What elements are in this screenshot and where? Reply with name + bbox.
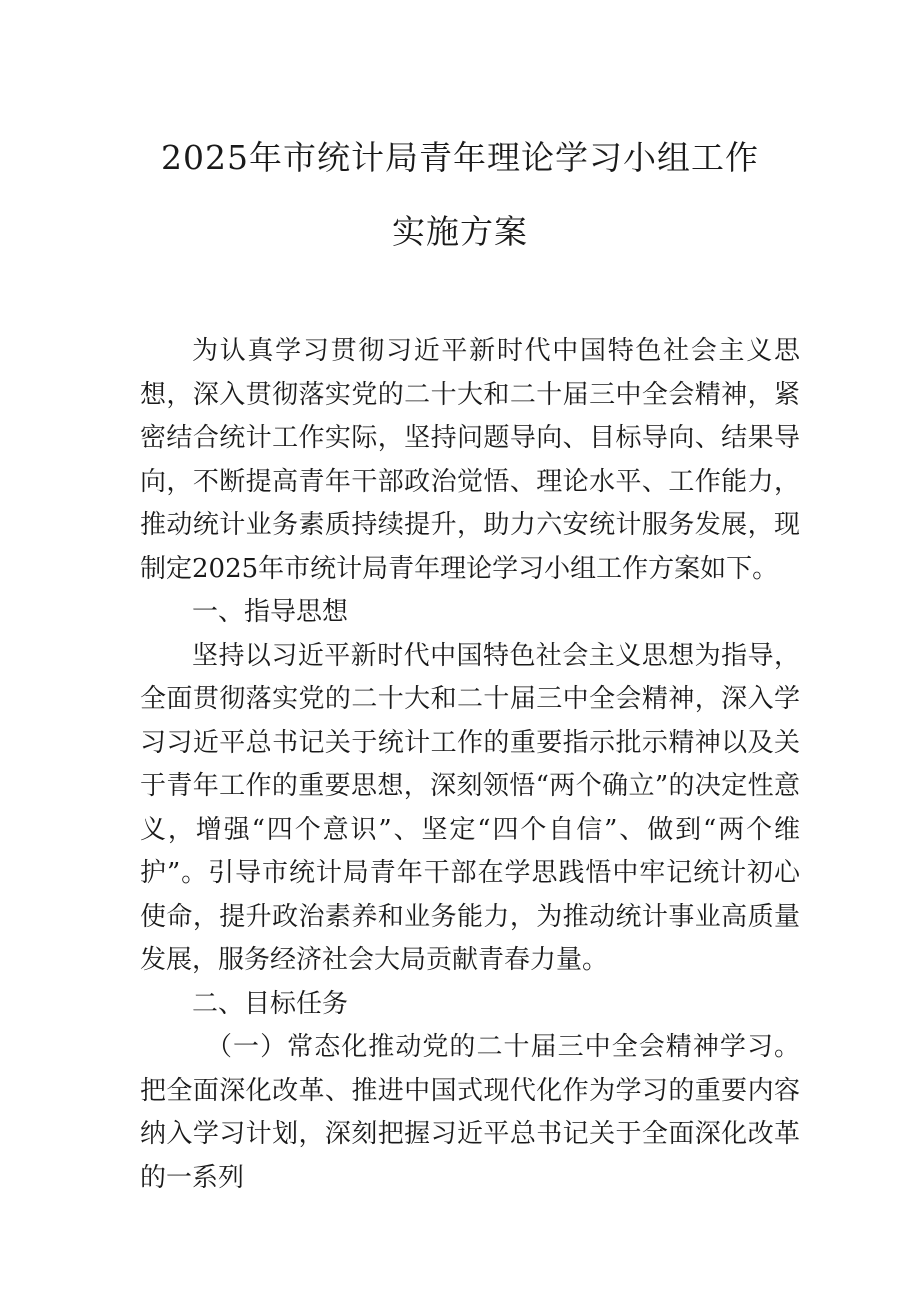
document-title-line-2: 实施方案 — [392, 212, 528, 251]
section-2-item-1-paragraph: （一）常态化推动党的二十届三中全会精神学习。把全面深化改革、推进中国式现代化作为学习的重要内容纳入学习计划，深刻把握习近平总书记关于全面深化改革的一系列 — [140, 1032, 800, 1193]
document-body — [140, 330, 800, 1200]
section-1-heading: 一、指导思想 — [192, 597, 349, 627]
intro-paragraph: 为认真学习贯彻习近平新时代中国特色社会主义思想，深入贯彻落实党的二十大和二十届三中全会精神，紧密结合统计工作实际，坚持问题导向、目标导向、结果导向，不断提高青年干部政治觉悟、理论水平、工作能力，推动统计业务素质持续提升，助力六安统计服务发展，现制定2025年市统计局青年理论学习小组工作方案如下。 — [140, 336, 800, 584]
document-title-line-1: 2025年市统计局青年理论学习小组工作 — [161, 138, 759, 177]
section-1-paragraph: 坚持以习近平新时代中国特色社会主义思想为指导，全面贯彻落实党的二十大和二十届三中全会精神，深入学习习近平总书记关于统计工作的重要指示批示精神以及关于青年工作的重要思想，深刻领悟“两个确立”的决定性意义，增强“四个意识”、坚定“四个自信”、做到“两个维护”。引导市统计局青年干部在学思践悟中牢记统计初心使命，提升政治素养和业务能力，为推动统计事业高质量发展，服务经济社会大局贡献青春力量。 — [140, 640, 800, 975]
section-2-heading: 二、目标任务 — [192, 988, 349, 1019]
